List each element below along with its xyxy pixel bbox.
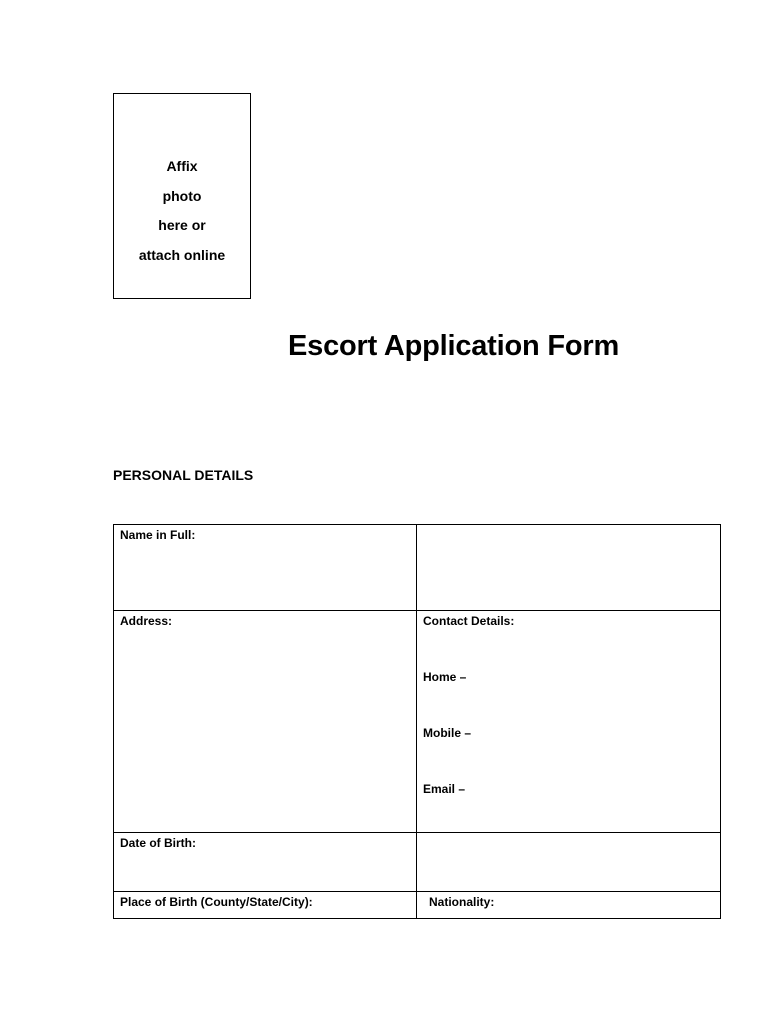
page-title: Escort Application Form [288, 330, 620, 362]
table-row [114, 833, 721, 892]
email-label: Email – [423, 782, 466, 796]
table-row [114, 892, 721, 919]
name-label: Name in Full: [120, 528, 196, 542]
nationality-cell[interactable] [417, 892, 721, 919]
name-input-cell[interactable] [417, 525, 721, 611]
table-row [114, 525, 721, 611]
address-label: Address: [120, 614, 173, 628]
place-of-birth-label: Place of Birth (County/State/City): [120, 895, 313, 909]
table-row [114, 611, 721, 833]
dob-label: Date of Birth: [120, 836, 196, 850]
dob-label-cell [114, 833, 417, 892]
contact-details-label: Contact Details: [423, 614, 515, 628]
photo-instruction-line-1: Affix [166, 158, 198, 174]
contact-details-cell[interactable] [417, 611, 721, 833]
place-of-birth-cell[interactable] [114, 892, 417, 919]
photo-instruction-line-2: photo [162, 187, 202, 204]
address-cell[interactable] [114, 611, 417, 833]
home-phone-label: Home – [423, 670, 467, 684]
photo-instruction-line-3: here or [158, 217, 206, 233]
mobile-phone-label: Mobile – [423, 726, 472, 740]
name-label-cell [114, 525, 417, 611]
personal-details-table [113, 524, 721, 919]
nationality-label: Nationality: [429, 895, 495, 909]
photo-placeholder-box[interactable] [113, 93, 251, 299]
section-heading-personal-details: PERSONAL DETAILS [113, 467, 254, 483]
photo-instruction-line-4: attach online [138, 246, 226, 263]
dob-input-cell[interactable] [417, 833, 721, 892]
